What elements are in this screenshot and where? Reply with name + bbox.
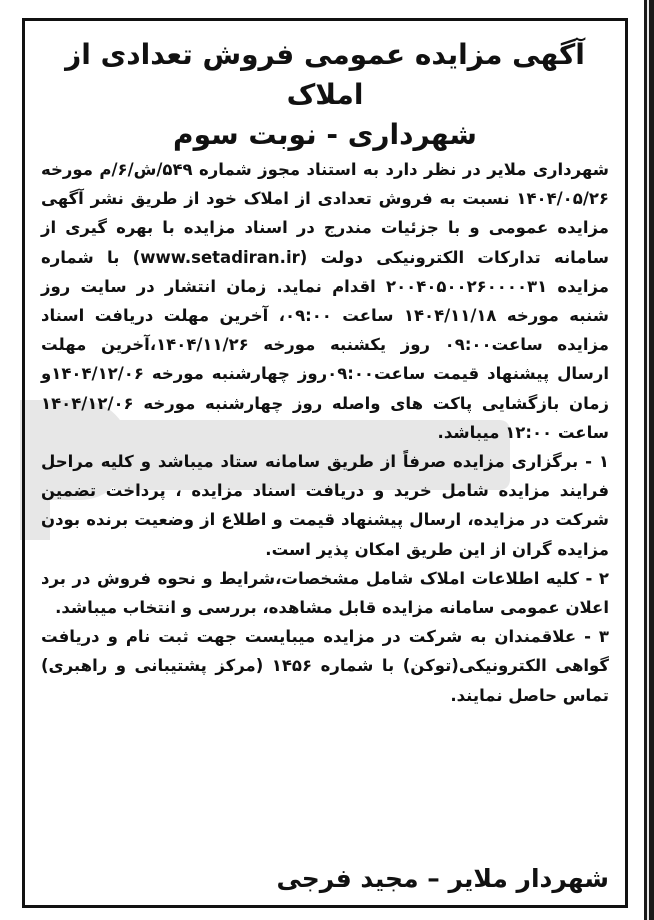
notice-title-line1: آگهی مزایده عمومی فروش تعدادی از املاک — [65, 38, 585, 111]
signature: شهردار ملایر – مجید فرجی — [276, 864, 609, 893]
item-2-paragraph: ۲ - کلیه اطلاعات املاک شامل مشخصات،شرایط و نحوه فروش در برد اعلان عمومی سامانه مزایده قابل مشاهده، بررسی و انتخاب میباشد. — [41, 568, 609, 618]
page-edge-strip — [644, 0, 654, 920]
notice-frame — [22, 18, 628, 908]
item-3-paragraph: ۳ - علاقمندان به شرکت در مزایده میبایست جهت ثبت نام و دریافت گواهی الکترونیکی(توکن) با شماره ۱۴۵۶ (مرکز پشتیبانی و راهبری) تماس حاصل نمایند. — [41, 627, 609, 705]
intro-paragraph: شهرداری ملایر در نظر دارد به استناد مجوز شماره ۵۴۹/ش/۶/م مورخه ۱۴۰۴/۰۵/۲۶ نسبت به فروش تعدادی از املاک خود از طریق نشر آگهی مزایده عمومی و با جزئیات مندرج در اسناد مزایده با بهره گیری از سامانه تدارکات الکترونیکی دولت (www.setadiran.ir) با شماره مزایده ۲۰۰۴۰۵۰۰۲۶۰۰۰۰۳۱ اقدام نماید. زمان انتشار در سایت روز شنبه مورخه ۱۴۰۴/۱۱/۱۸ ساعت ۰۹:۰۰، آخرین مهلت دریافت اسناد مزایده ساعت۰۹:۰۰ روز یکشنبه مورخه ۱۴۰۴/۱۱/۲۶،آخرین مهلت ارسال پیشنهاد قیمت ساعت۰۹:۰۰روز چهارشنبه مورخه ۱۴۰۴/۱۲/۰۶و زمان بازگشایی پاکت های واصله روز چهارشنبه مورخه ۱۴۰۴/۱۲/۰۶ ساعت ۱۲:۰۰ میباشد. — [41, 160, 609, 442]
notice-title-line2: شهرداری - نوبت سوم — [173, 118, 477, 151]
item-1-paragraph: ۱ - برگزاری مزایده صرفاً از طریق سامانه ستاد میباشد و کلیه مراحل فرایند مزایده شامل خرید و دریافت اسناد مزایده ، پرداخت تضمین شرکت در مزایده، ارسال پیشنهاد قیمت و اطلاع از وضعیت برنده بودن مزایده گران از این طریق امکان پذیر است. — [41, 452, 609, 559]
notice-body — [41, 155, 609, 710]
